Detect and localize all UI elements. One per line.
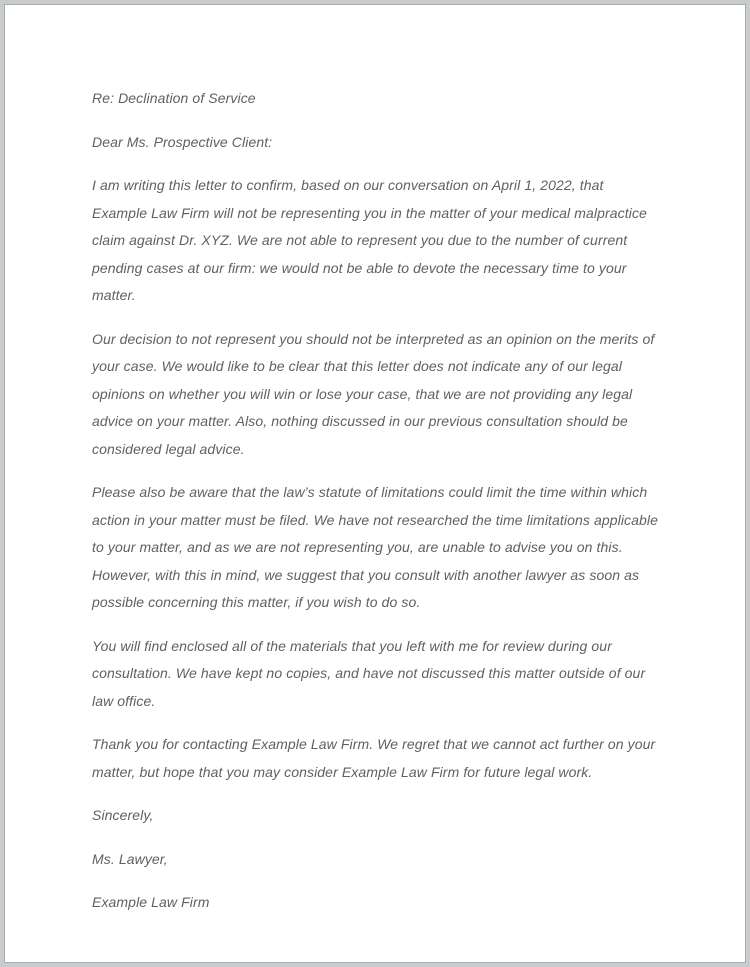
salutation: Dear Ms. Prospective Client:	[92, 133, 273, 150]
subject-line: Re: Declination of Service	[92, 90, 256, 106]
signature-firm: Example Law Firm	[92, 894, 210, 910]
closing: Sincerely,	[92, 807, 154, 823]
signature-name: Ms. Lawyer,	[92, 850, 168, 867]
body-paragraph-2: Our decision to not represent you should not be interpreted as an opinion on the merits of your case. We would like to be clear that this letter does not indicate any of our legal opinions on whether you will win or lose your case, that we are not providing any legal advice on your matter. Also, nothing discussed in our previous consultation should be considered legal advice.	[92, 330, 655, 457]
body-paragraph-5: Thank you for contacting Example Law Firm. We regret that we cannot act further on your matter, but hope that you may consider Example Law Firm for future legal work.	[92, 736, 656, 780]
body-paragraph-4: You will find enclosed all of the materials that you left with me for review during our consultation. We have kept no copies, and have not discussed this matter outside of our law office.	[92, 637, 646, 709]
body-paragraph-3: Please also be aware that the law’s statute of limitations could limit the time within which action in your matter must be filed. We have not researched the time limitations applicable to your matter, and as we are not representing you, are unable to advise you on this. However, with this in mind, we suggest that you consult with another lawyer as soon as possible concerning this matter, if you wish to do so.	[92, 484, 659, 610]
body-paragraph-1: I am writing this letter to confirm, based on our conversation on April 1, 2022, that Example Law Firm will not be representing you in the matter of your medical malpractice claim against Dr. XYZ. We are not able to represent you due to the number of current pending cases at our firm: we would not be able to devote the necessary time to your matter.	[92, 177, 647, 303]
